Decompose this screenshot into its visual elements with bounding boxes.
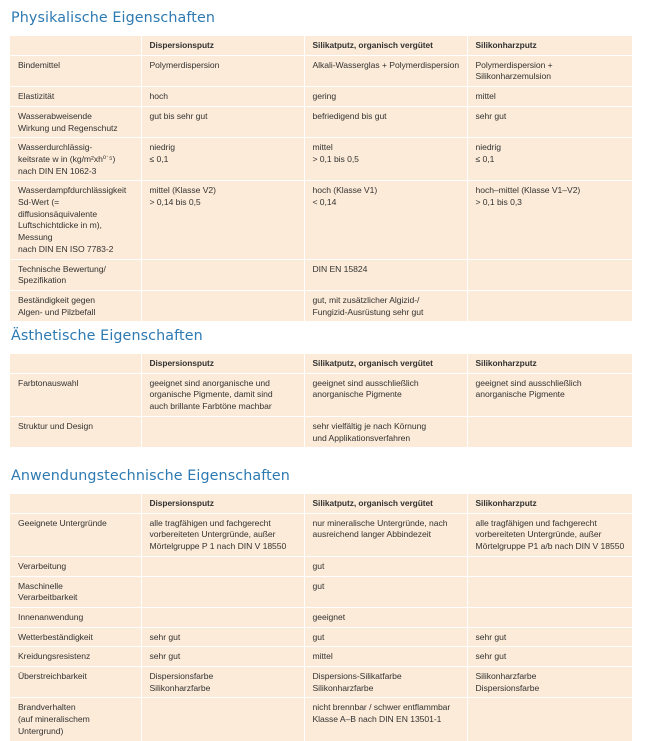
column-header: Dispersionsputz [141, 36, 304, 56]
table-cell: mittel (Klasse V2) > 0,14 bis 0,5 [141, 181, 304, 259]
table-cell [467, 556, 632, 576]
row-label: Innenanwendung [10, 607, 141, 627]
column-header: Dispersionsputz [141, 494, 304, 514]
table-row [10, 667, 632, 698]
table-cell: befriedigend bis gut [304, 106, 467, 137]
table-header-row [10, 354, 632, 374]
table-cell: niedrig ≤ 0,1 [141, 138, 304, 181]
table-cell: hoch (Klasse V1) < 0,14 [304, 181, 467, 259]
row-label: Wetterbeständigkeit [10, 627, 141, 647]
table-cell: Polymerdispersion + Silikonharzemulsion [467, 55, 632, 86]
properties-table [10, 493, 632, 741]
column-header: Silikonharzputz [467, 354, 632, 374]
table-cell: gut bis sehr gut [141, 106, 304, 137]
table-row [10, 138, 632, 181]
row-label: Farbtonauswahl [10, 373, 141, 416]
table-cell [141, 576, 304, 607]
row-label: Struktur und Design [10, 416, 141, 447]
table-cell: mittel > 0,1 bis 0,5 [304, 138, 467, 181]
row-label: Brandverhalten (auf mineralischem Untergrund) [10, 698, 141, 741]
table-cell: hoch [141, 87, 304, 107]
section-title: Anwendungstechnische Eigenschaften [11, 468, 290, 484]
table-cell: nur mineralische Untergründe, nach ausreichend langer Abbindezeit [304, 513, 467, 556]
table-cell: geeignet sind anorganische und organische Pigmente, damit sind auch brillante Farbtöne machbar [141, 373, 304, 416]
table-cell [141, 259, 304, 290]
table-row [10, 259, 632, 290]
column-header: Silikonharzputz [467, 494, 632, 514]
table-cell: Silikonharzfarbe Dispersionsfarbe [467, 667, 632, 698]
table-row [10, 627, 632, 647]
table-cell [467, 259, 632, 290]
table-header-row [10, 494, 632, 514]
table-cell: gut [304, 556, 467, 576]
table-row [10, 106, 632, 137]
table-cell: sehr vielfältig je nach Körnung und Applikationsverfahren [304, 416, 467, 447]
table-cell: niedrig ≤ 0,1 [467, 138, 632, 181]
table-row [10, 416, 632, 447]
table-row [10, 513, 632, 556]
table-row [10, 290, 632, 321]
table-cell: alle tragfähigen und fachgerecht vorbereiteten Untergründe, außer Mörtelgruppe P 1 nach DIN V 18550 [141, 513, 304, 556]
table-cell: hoch–mittel (Klasse V1–V2) > 0,1 bis 0,3 [467, 181, 632, 259]
row-label: Technische Bewertung/ Spezifikation [10, 259, 141, 290]
table-cell: geeignet [304, 607, 467, 627]
table-cell: geeignet sind ausschließlich anorganische Pigmente [304, 373, 467, 416]
table-row [10, 373, 632, 416]
table-cell: gut, mit zusätzlicher Algizid-/ Fungizid-Ausrüstung sehr gut [304, 290, 467, 321]
table-cell: DIN EN 15824 [304, 259, 467, 290]
row-label: Verarbeitung [10, 556, 141, 576]
table-cell: sehr gut [467, 106, 632, 137]
table-row [10, 55, 632, 86]
table-cell: sehr gut [467, 647, 632, 667]
table-cell: nicht brennbar / schwer entflammbar Klasse A–B nach DIN EN 13501-1 [304, 698, 467, 741]
row-label: Überstreichbarkeit [10, 667, 141, 698]
section-physical-properties [10, 8, 632, 321]
column-header: Silikatputz, organisch vergütet [304, 354, 467, 374]
properties-table [10, 35, 632, 321]
column-header: Dispersionsputz [141, 354, 304, 374]
table-cell: mittel [467, 87, 632, 107]
table-cell [467, 698, 632, 741]
column-header: Silikatputz, organisch vergütet [304, 494, 467, 514]
column-header: Silikonharzputz [467, 36, 632, 56]
table-cell: geeignet sind ausschließlich anorganische Pigmente [467, 373, 632, 416]
table-cell: Dispersionsfarbe Silikonharzfarbe [141, 667, 304, 698]
row-label: Geeignete Untergründe [10, 513, 141, 556]
row-label: Wasserdurchlässig- keitsrate w in (kg/m²xh⁰˙⁵) nach DIN EN 1062-3 [10, 138, 141, 181]
section-aesthetic-properties [10, 326, 632, 447]
section-application-properties [10, 466, 632, 741]
column-header: Silikatputz, organisch vergütet [304, 36, 467, 56]
table-row [10, 698, 632, 741]
table-row [10, 607, 632, 627]
table-cell [141, 416, 304, 447]
table-cell [141, 607, 304, 627]
table-row [10, 181, 632, 259]
table-cell: Dispersions-Silikatfarbe Silikonharzfarbe [304, 667, 467, 698]
table-cell [141, 698, 304, 741]
row-label: Kreidungsresistenz [10, 647, 141, 667]
table-cell: Polymerdispersion [141, 55, 304, 86]
row-label: Wasserdampfdurchlässigkeit Sd-Wert (= diffusionsäquivalente Luftschichtdicke in m), Messung nach DIN EN ISO 7783-2 [10, 181, 141, 259]
table-cell: sehr gut [141, 647, 304, 667]
row-label: Elastizität [10, 87, 141, 107]
table-cell [141, 290, 304, 321]
header-cell-empty [10, 36, 141, 56]
table-row [10, 87, 632, 107]
row-label: Wasserabweisende Wirkung und Regenschutz [10, 106, 141, 137]
table-row [10, 576, 632, 607]
table-cell [467, 576, 632, 607]
table-header-row [10, 36, 632, 56]
table-row [10, 647, 632, 667]
row-label: Maschinelle Verarbeitbarkeit [10, 576, 141, 607]
header-cell-empty [10, 354, 141, 374]
table-cell: sehr gut [141, 627, 304, 647]
row-label: Bindemittel [10, 55, 141, 86]
table-cell: gering [304, 87, 467, 107]
table-cell: gut [304, 576, 467, 607]
table-cell: mittel [304, 647, 467, 667]
table-cell: alle tragfähigen und fachgerecht vorbereiteten Untergründe, außer Mörtelgruppe P1 a/b nach DIN V 18550 [467, 513, 632, 556]
table-cell [141, 556, 304, 576]
table-cell: Alkali-Wasserglas + Polymerdispersion [304, 55, 467, 86]
header-cell-empty [10, 494, 141, 514]
table-cell [467, 290, 632, 321]
row-label: Beständigkeit gegen Algen- und Pilzbefall [10, 290, 141, 321]
section-title: Ästhetische Eigenschaften [11, 328, 203, 344]
table-cell: gut [304, 627, 467, 647]
section-title: Physikalische Eigenschaften [11, 10, 216, 26]
table-cell [467, 607, 632, 627]
table-cell: sehr gut [467, 627, 632, 647]
table-row [10, 556, 632, 576]
properties-table [10, 353, 632, 447]
table-cell [467, 416, 632, 447]
